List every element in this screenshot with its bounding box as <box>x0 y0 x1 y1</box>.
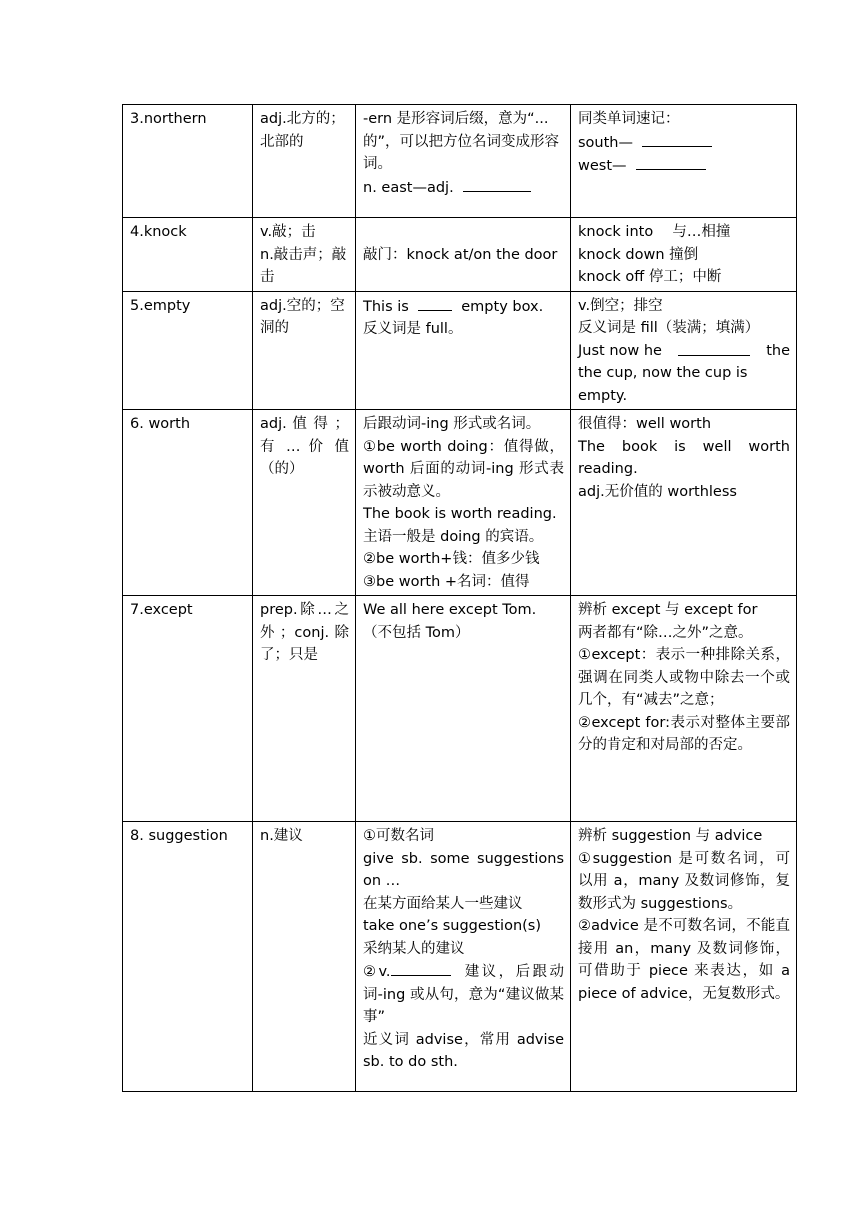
extra-line: knock into 与…相撞 <box>578 224 731 240</box>
word-text: 8. suggestion <box>130 828 228 844</box>
word-text: 7.except <box>130 602 193 618</box>
extra-line: v.倒空；排空 <box>578 297 663 314</box>
note-line <box>363 295 564 319</box>
pos-cell <box>253 410 356 596</box>
note-line: 采纳某人的建议 <box>363 940 465 957</box>
note-line: 近义词 advise，常用 advise sb. to do sth. <box>363 1031 564 1070</box>
notes-cell <box>356 410 571 596</box>
extra-line <box>578 131 790 155</box>
extra-cell <box>571 291 797 410</box>
note-line: -ern 是形容词后缀，意为“...的”，可以把方位名词变成形容词。 <box>363 111 560 172</box>
note-line: ①be worth doing：值得做，worth 后面的动词-ing 形式表示被动意义。 <box>363 438 564 500</box>
extra-cell <box>571 218 797 292</box>
fill-blank <box>418 295 452 311</box>
note-line: ②be worth+钱：值多少钱 <box>363 551 540 567</box>
notes-cell <box>356 291 571 410</box>
extra-line: knock off 停工；中断 <box>578 269 722 285</box>
extra-line: ②except for:表示对整体主要部分的肯定和对局部的否定。 <box>578 714 790 753</box>
pos-cell <box>253 291 356 410</box>
pos-text: adj. 值 得 ；有 … 价 值（的） <box>260 416 349 477</box>
note-line: 敲门：knock at/on the door <box>363 246 558 263</box>
note-line: 后跟动词-ing 形式或名词。 <box>363 416 541 432</box>
extra-cell <box>571 410 797 596</box>
word-cell <box>123 410 253 596</box>
note-line: 主语一般是 doing 的宾语。 <box>363 528 544 545</box>
extra-line: 辨析 except 与 except for <box>578 602 758 618</box>
word-text: 6. worth <box>130 416 191 432</box>
extra-line: ①except：表示一种排除关系，强调在同类人或物中除去一个或几个，有“减去”之意； <box>578 647 790 708</box>
word-cell <box>123 822 253 1092</box>
pos-line: v.敲；击 <box>260 224 316 240</box>
extra-line: The book is well worth reading. <box>578 438 790 477</box>
table-row <box>123 410 797 596</box>
extra-line: 两者都有“除…之外”之意。 <box>578 624 753 641</box>
pos-cell <box>253 596 356 822</box>
note-line: （不包括 Tom） <box>363 624 470 641</box>
note-line: 在某方面给某人一些建议 <box>363 895 523 912</box>
pos-text: prep.除…之外；conj.除了；只是 <box>260 602 349 663</box>
notes-cell <box>356 822 571 1092</box>
extra-text: the <box>766 342 790 359</box>
notes-cell <box>356 218 571 292</box>
extra-line: 反义词是 fill（装满；填满） <box>578 320 760 336</box>
note-text: empty box. <box>461 298 544 315</box>
table-row <box>123 105 797 218</box>
extra-line: knock down 撞倒 <box>578 246 699 263</box>
table-row <box>123 596 797 822</box>
extra-line: 很值得：well worth <box>578 416 712 432</box>
note-text: ②v. <box>363 964 391 980</box>
notes-cell <box>356 105 571 218</box>
pos-cell <box>253 218 356 292</box>
note-line: 反义词是 full。 <box>363 321 463 337</box>
word-text: 4.knock <box>130 224 187 240</box>
notes-cell <box>356 596 571 822</box>
table-row <box>123 291 797 410</box>
extra-line <box>578 154 790 178</box>
word-cell <box>123 218 253 292</box>
note-line: The book is worth reading. <box>363 506 557 522</box>
note-text: n. east—adj. <box>363 179 454 196</box>
pos-text: adj.空的；空洞的 <box>260 297 345 336</box>
note-line <box>363 960 564 1029</box>
extra-cell <box>571 105 797 218</box>
note-line <box>363 176 564 200</box>
table-row <box>123 218 797 292</box>
pos-text: adj.北方的；北部的 <box>260 111 345 150</box>
extra-cell <box>571 822 797 1092</box>
fill-blank <box>678 340 750 356</box>
extra-line: ①suggestion 是可数名词，可以用 a，many 及数词修饰，复数形式为 suggestions。 <box>578 850 790 912</box>
pos-line: n.敲击声；敲击 <box>260 246 347 285</box>
note-line: We all here except Tom. <box>363 602 537 618</box>
note-text: This is <box>363 298 409 315</box>
extra-cell <box>571 596 797 822</box>
extra-line: adj.无价值的 worthless <box>578 483 737 500</box>
extra-text: west— <box>578 158 627 174</box>
vocabulary-table <box>122 104 797 1092</box>
fill-blank <box>642 131 712 147</box>
fill-blank <box>391 960 451 976</box>
fill-blank <box>463 176 531 192</box>
note-text: 建议，后跟动词-ing 或从句，意为“建议做某事” <box>363 964 565 1025</box>
pos-cell <box>253 105 356 218</box>
extra-line: ②advice 是不可数名词，不能直接用 an，many 及数词修饰，可借助于 piece 来表达，如 a piece of advice，无复数形式。 <box>578 918 790 1002</box>
note-line: give sb. some suggestions on … <box>363 850 564 889</box>
word-text: 3.northern <box>130 111 207 127</box>
table-row <box>123 822 797 1092</box>
note-line: take one’s suggestion(s) <box>363 918 542 934</box>
word-cell <box>123 291 253 410</box>
extra-line: 同类单词速记： <box>578 111 680 127</box>
extra-line: the cup, now the cup is empty. <box>578 365 748 404</box>
extra-line: 辨析 suggestion 与 advice <box>578 828 763 844</box>
extra-text: Just now he <box>578 342 662 359</box>
pos-text: n.建议 <box>260 828 303 844</box>
note-line: ③be worth +名词：值得 <box>363 573 530 590</box>
note-line: ①可数名词 <box>363 828 434 844</box>
extra-line <box>578 340 790 363</box>
extra-text: south— <box>578 134 633 151</box>
word-cell <box>123 105 253 218</box>
word-text: 5.empty <box>130 297 191 314</box>
pos-cell <box>253 822 356 1092</box>
fill-blank <box>636 154 706 170</box>
word-cell <box>123 596 253 822</box>
